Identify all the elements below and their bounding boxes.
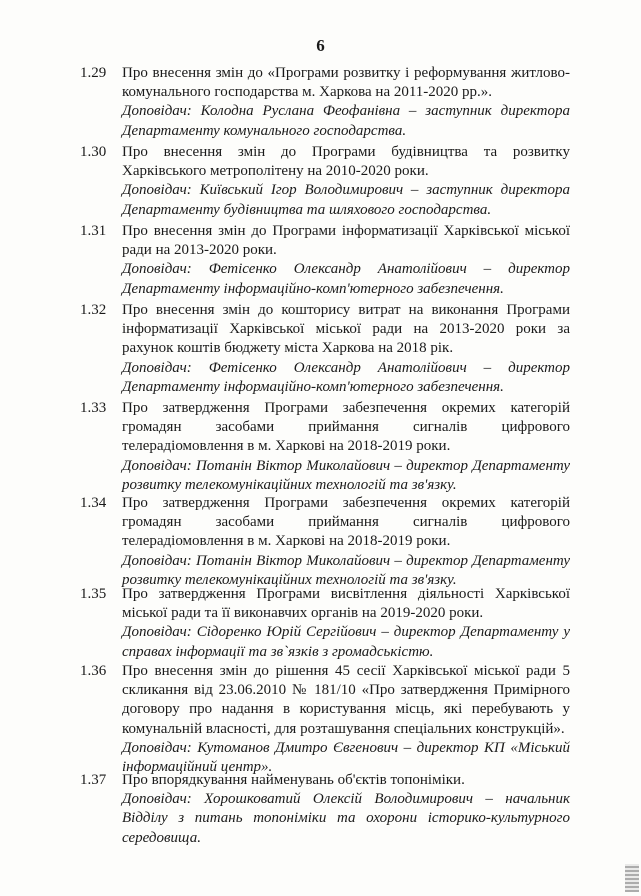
item-title: Про затвердження Програми висвітлення діяльності Харківської міської ради та її виконавчих органів на 2019-2020 роки. [122, 586, 570, 622]
speaker-label: Доповідач: [122, 103, 192, 120]
item-number: 1.34 [80, 495, 107, 511]
item-title: Про внесення змін до кошторису витрат на виконання Програми інформатизації Харківської міської ради на 2013-2020 роки за рахунок коштів бюджету міста Харкова на 2018 рік. [122, 302, 570, 357]
item-number: 1.29 [80, 65, 107, 81]
speaker-text: Київський Ігор Володимирович – заступник директора Департаменту будівництва та шляхового господарства. [122, 182, 571, 218]
speaker-text: Кутоманов Дмитро Євгенович – директор КП «Міський інформаційний центр». [122, 739, 570, 776]
scan-artifact [625, 864, 639, 892]
speaker-text: Потанін Віктор Миколайович – директор Департаменту розвитку телекомунікаційних технологій та зв'язку. [122, 552, 571, 588]
speaker-label: Доповідач: [122, 791, 192, 808]
speaker-text: Фетісенко Олександр Анатолійович – директор Департаменту інформаційно-комп'ютерного забезпечення. [122, 359, 571, 395]
speaker-text: Потанін Віктор Миколайович – директор Департаменту розвитку телекомунікаційних технологій та зв'язку. [122, 457, 571, 493]
item-title: Про впорядкування найменувань об'єктів топоніміки. [122, 772, 465, 788]
item-title: Про затвердження Програми забезпечення окремих категорій громадян засобами приймання сигналів цифрового телерадіомовлення в м. Харкові на 2018-2019 роки. [122, 400, 570, 455]
item-number: 1.35 [80, 586, 107, 602]
item-speaker [122, 790, 570, 848]
item-number: 1.30 [80, 144, 107, 160]
speaker-label: Доповідач: [122, 182, 192, 199]
speaker-label: Доповідач: [122, 624, 192, 641]
page-number: 6 [316, 36, 325, 55]
item-speaker [122, 181, 570, 219]
speaker-label: Доповідач: [122, 552, 192, 569]
item-title: Про затвердження Програми забезпечення окремих категорій громадян засобами приймання сигналів цифрового телерадіомовлення в м. Харкові на 2018-2019 роки. [122, 495, 570, 550]
speaker-label: Доповідач: [122, 457, 192, 474]
item-speaker [122, 359, 570, 397]
item-number: 1.33 [80, 400, 107, 416]
item-title: Про внесення змін до Програми інформатизації Харківської міської ради на 2013-2020 роки. [122, 223, 570, 259]
item-title: Про внесення змін до Програми будівництва та розвитку Харківського метрополітену на 2010-2020 роки. [122, 144, 570, 180]
speaker-text: Хорошковатий Олексій Володимирович – начальник Відділу з питань топоніміки та охорони історико-культурного середовища. [122, 791, 571, 846]
item-title: Про внесення змін до «Програми розвитку і реформування житлово-комунального господарства м. Харкова на 2011-2020 рр.». [122, 65, 570, 101]
item-speaker [122, 260, 570, 298]
item-title: Про внесення змін до рішення 45 сесії Харківської міської ради 5 скликання від 23.06.2010 № 181/10 «Про затвердження Примірного договору про надання в користування місць, які перебувають у комунальній власності, для розташування спеціальних конструкцій». [122, 663, 570, 737]
speaker-label: Доповідач: [122, 261, 192, 278]
item-speaker [122, 102, 570, 140]
speaker-text: Фетісенко Олександр Анатолійович – директор Департаменту інформаційно-комп'ютерного забезпечення. [122, 261, 571, 297]
item-speaker [122, 623, 570, 661]
speaker-text: Колодна Руслана Феофанівна – заступник директора Департаменту комунального господарства. [122, 103, 571, 139]
item-number: 1.31 [80, 223, 107, 239]
item-number: 1.32 [80, 302, 107, 318]
item-number: 1.37 [80, 772, 107, 788]
speaker-label: Доповідач: [122, 739, 192, 756]
speaker-text: Сідоренко Юрій Сергійович – директор Департаменту у справах інформації та зв`язків з громадськістю. [122, 624, 570, 660]
item-number: 1.36 [80, 663, 107, 679]
speaker-label: Доповідач: [122, 359, 192, 376]
item-speaker [122, 457, 570, 495]
